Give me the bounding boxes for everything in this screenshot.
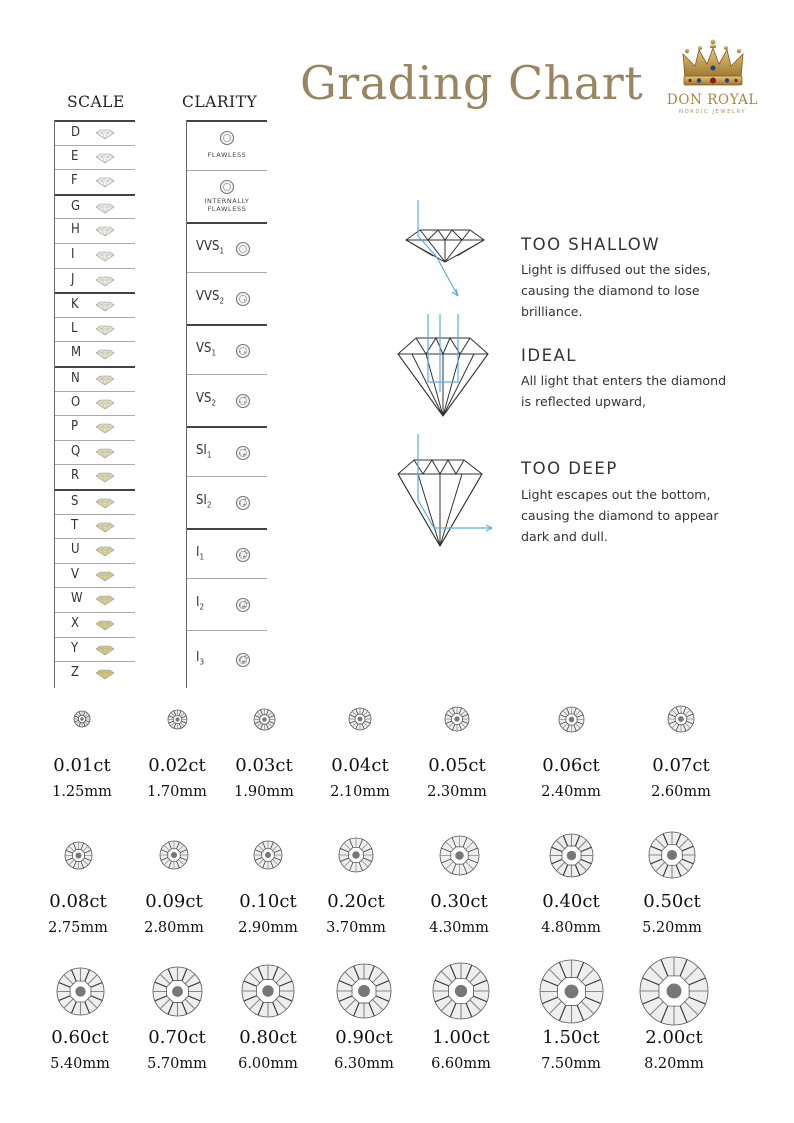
clarity-row [187,578,267,630]
scale-grade-letter: K [71,297,79,313]
clarity-grade-label [196,289,224,306]
clarity-grade-code: SI [196,493,207,508]
round-diamond-icon [159,840,189,870]
clarity-diamond-icon [235,445,251,461]
clarity-grade-label [187,151,267,159]
clarity-row [187,272,267,324]
diameter-label: 2.75mm [48,920,108,936]
round-diamond-icon [558,706,585,733]
clarity-grade-subscript: 1 [219,246,225,256]
diamond-color-icon [95,448,115,459]
diameter-label: 6.30mm [334,1056,394,1072]
scale-grade-letter: L [71,320,78,336]
clarity-diamond-icon [235,597,251,613]
clarity-grade-subscript: 3 [199,657,205,667]
diameter-label: 2.90mm [238,920,298,936]
cut-desc-line: All light that enters the diamond [521,373,727,388]
round-diamond-icon [73,710,91,728]
carat-label: 0.03ct [235,755,293,776]
clarity-grade-subscript: 1 [211,348,217,358]
round-diamond-icon [241,964,295,1018]
round-diamond-icon [667,705,695,733]
scale-grade-letter: O [71,394,81,410]
clarity-row [187,476,267,528]
clarity-row [187,630,267,688]
diamond-color-icon [95,177,115,188]
cut-desc-too-shallow [521,259,781,322]
round-diamond-icon [444,706,470,732]
diamond-color-icon [95,472,115,483]
crown-icon [677,38,749,90]
clarity-row [187,222,267,272]
brand-name: DON ROYAL [666,92,759,108]
clarity-grade-subscript: 2 [199,602,205,612]
carat-label: 1.00ct [432,1027,490,1048]
round-diamond-icon [348,707,372,731]
clarity-grade-label [196,443,211,460]
scale-grade-letter: R [71,468,80,484]
cut-desc-line: brilliance. [521,304,583,319]
scale-row [55,243,135,268]
clarity-diamond-icon [235,241,251,257]
scale-grade-letter: Z [71,665,80,681]
diamond-color-icon [95,498,115,509]
diamond-color-icon [95,546,115,557]
diamond-color-icon [95,251,115,262]
round-diamond-icon [56,967,105,1016]
clarity-grade-label-line: FLAWLESS [207,151,247,159]
clarity-grade-code: SI [196,443,207,458]
diamond-color-icon [95,349,115,360]
clarity-grade-label [187,197,267,213]
scale-row [55,612,135,637]
diameter-label: 8.20mm [644,1056,704,1072]
diameter-label: 1.25mm [52,784,112,800]
scale-grade-letter: X [71,616,80,631]
round-diamond-icon [539,959,604,1024]
diameter-label: 7.50mm [541,1056,601,1072]
scale-row [55,317,135,342]
diameter-label: 4.80mm [541,920,601,936]
clarity-grade-label [196,545,204,562]
clarity-diamond-icon [235,343,251,359]
carat-label: 0.02ct [148,755,206,776]
scale-grade-letter: D [71,125,81,140]
carat-label: 2.00ct [645,1027,703,1048]
cut-desc-ideal [521,370,781,412]
cut-desc-line: Light is diffused out the sides, [521,262,711,277]
diamond-color-icon [95,153,115,164]
scale-row [55,366,135,391]
diameter-label: 3.70mm [326,920,386,936]
clarity-diamond-icon [235,393,251,409]
carat-size-item [602,822,742,936]
scale-grade-letter: U [71,542,80,558]
clarity-grade-subscript: 2 [206,500,212,510]
scale-row [55,391,135,416]
round-diamond-icon [336,963,392,1019]
clarity-row [187,374,267,426]
carat-label: 0.80ct [239,1027,297,1048]
scale-row [55,514,135,539]
clarity-grade-label [196,595,204,612]
round-diamond-icon [64,841,93,870]
clarity-grade-subscript: 1 [206,450,212,460]
scale-grade-letter: Y [71,640,79,656]
carat-label: 0.60ct [51,1027,109,1048]
diamond-color-icon [95,522,115,533]
diameter-label: 2.80mm [144,920,204,936]
carat-label: 0.50ct [643,891,701,912]
carat-label: 0.04ct [331,755,389,776]
clarity-row [187,528,267,578]
diamond-color-icon [95,571,115,582]
carat-label: 1.50ct [542,1027,600,1048]
scale-grade-letter: I [71,247,75,262]
diameter-label: 5.20mm [642,920,702,936]
round-diamond-icon [549,833,594,878]
clarity-diamond-icon [235,291,251,307]
round-diamond-icon [338,837,374,873]
scale-row [55,415,135,440]
carat-label: 0.10ct [239,891,297,912]
diamond-color-icon [95,226,115,237]
carat-label: 0.07ct [652,755,710,776]
too-shallow-diagram [388,196,498,310]
scale-row [55,637,135,662]
scale-grade-letter: M [71,345,82,361]
clarity-grade-label [196,341,216,358]
carat-label: 0.01ct [53,755,111,776]
carat-size-item [611,686,751,800]
page-title: Grading Chart [300,56,644,110]
diamond-color-icon [95,595,115,606]
cut-heading-ideal: IDEAL [521,346,577,365]
scale-row [55,218,135,243]
diamond-color-icon [95,423,115,434]
scale-grade-letter: F [71,173,78,189]
scale-grade-letter: S [71,494,79,509]
clarity-diamond-icon [219,179,235,195]
round-diamond-icon [439,835,480,876]
scale-grade-letter: V [71,566,79,582]
diameter-label: 6.60mm [431,1056,491,1072]
clarity-grade-subscript: 2 [211,398,217,408]
diamond-color-icon [95,129,115,140]
clarity-grade-code: VS [196,391,212,406]
cut-desc-line: is reflected upward, [521,394,646,409]
diameter-label: 5.70mm [147,1056,207,1072]
scale-grade-letter: E [71,148,79,164]
clarity-grade-code: VVS [196,239,220,254]
scale-row [55,194,135,219]
carat-size-item [604,958,744,1072]
too-deep-diagram [388,430,500,554]
diameter-label: 2.10mm [330,784,390,800]
clarity-grade-label [196,493,211,510]
scale-grade-letter: W [71,591,83,607]
diameter-label: 6.00mm [238,1056,298,1072]
round-diamond-icon [253,708,276,731]
clarity-heading: CLARITY [182,93,258,111]
cut-desc-line: dark and dull. [521,529,608,544]
diamond-color-icon [95,276,115,287]
diameter-label: 1.90mm [234,784,294,800]
clarity-grade-label-line: FLAWLESS [207,205,247,213]
carat-label: 0.08ct [49,891,107,912]
diamond-color-icon [95,399,115,410]
diameter-label: 1.70mm [147,784,207,800]
round-diamond-icon [648,831,696,879]
clarity-grade-label-line: INTERNALLY [204,197,250,205]
scale-grade-letter: P [71,419,79,435]
clarity-grade-code: I [196,650,200,665]
diamond-color-icon [95,325,115,336]
scale-row [55,120,135,145]
round-diamond-icon [253,840,283,870]
clarity-row [187,120,267,170]
cut-desc-line: causing the diamond to lose [521,283,700,298]
clarity-grade-label [196,650,204,667]
scale-row [55,464,135,489]
brand-tagline: NORDIC JEWELRY [678,109,747,115]
scale-row [55,341,135,366]
carat-label: 0.70ct [148,1027,206,1048]
round-diamond-icon [432,962,490,1020]
clarity-row [187,170,267,222]
scale-row [55,292,135,317]
carat-label: 0.06ct [542,755,600,776]
clarity-diamond-icon [219,130,235,146]
round-diamond-icon [167,709,188,730]
brand-logo [655,38,770,124]
scale-grade-letter: T [71,517,79,533]
scale-row [55,169,135,194]
carat-label: 0.30ct [430,891,488,912]
diameter-label: 5.40mm [50,1056,110,1072]
clarity-grade-code: I [196,545,200,560]
round-diamond-icon [639,956,709,1026]
diamond-color-icon [95,669,115,680]
clarity-row [187,426,267,476]
clarity-grade-code: VVS [196,289,220,304]
clarity-grade-subscript: 2 [219,296,225,306]
scale-row [55,563,135,588]
color-scale-table [54,120,134,688]
clarity-diamond-icon [235,495,251,511]
cut-desc-line: Light escapes out the bottom, [521,487,711,502]
diamond-color-icon [95,375,115,386]
carat-label: 0.90ct [335,1027,393,1048]
scale-heading: SCALE [67,93,125,111]
scale-row [55,268,135,293]
clarity-grade-code: I [196,595,200,610]
clarity-diamond-icon [235,652,251,668]
cut-desc-line: causing the diamond to appear [521,508,719,523]
scale-row [55,489,135,514]
clarity-row [187,324,267,374]
ideal-diagram [388,312,498,426]
diameter-label: 2.40mm [541,784,601,800]
diamond-color-icon [95,620,115,631]
diamond-color-icon [95,301,115,312]
cut-heading-too-deep: TOO DEEP [521,459,618,478]
scale-row [55,661,135,686]
clarity-grade-label [196,391,216,408]
carat-label: 0.05ct [428,755,486,776]
clarity-table [186,120,266,688]
clarity-grade-label [196,239,224,256]
diameter-label: 2.60mm [651,784,711,800]
clarity-diamond-icon [235,547,251,563]
cut-desc-too-deep [521,484,781,547]
clarity-grade-code: VS [196,341,212,356]
round-diamond-icon [152,966,203,1017]
diamond-color-icon [95,203,115,214]
scale-row [55,538,135,563]
carat-label: 0.40ct [542,891,600,912]
scale-grade-letter: H [71,222,80,238]
scale-grade-letter: G [71,198,81,214]
scale-grade-letter: J [71,271,75,287]
scale-grade-letter: N [71,371,80,386]
scale-row [55,587,135,612]
scale-row [55,145,135,170]
diameter-label: 2.30mm [427,784,487,800]
diamond-color-icon [95,645,115,656]
clarity-grade-subscript: 1 [199,552,205,562]
carat-label: 0.20ct [327,891,385,912]
carat-label: 0.09ct [145,891,203,912]
scale-row [55,440,135,465]
diameter-label: 4.30mm [429,920,489,936]
scale-grade-letter: Q [71,443,81,459]
cut-heading-too-shallow: TOO SHALLOW [521,235,661,254]
